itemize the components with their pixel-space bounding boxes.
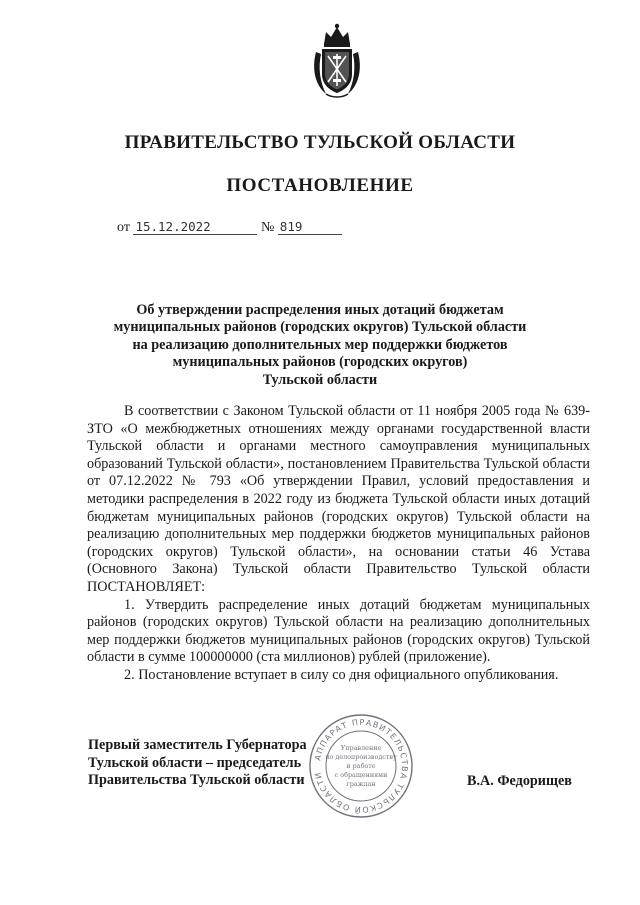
government-title: ПРАВИТЕЛЬСТВО ТУЛЬСКОЙ ОБЛАСТИ bbox=[124, 132, 516, 153]
subject-line: муниципальных районов (городских округов) Тульской области bbox=[113, 319, 527, 336]
position-line: Тульской области – председатель bbox=[88, 754, 302, 771]
item-1-paragraph: 1. Утвердить распределение иных дотаций бюджетам муниципальных районов (городских округов) Тульской области на реализацию дополнительных мер поддержки бюджетов муниципальных районов (городских округов) Тульской области в сумме 100000000 (ста миллионов) рублей (приложение). bbox=[87, 596, 590, 666]
official-stamp bbox=[306, 712, 416, 820]
position-line: Правительства Тульской области bbox=[88, 772, 305, 789]
item-2-paragraph: 2. Постановление вступает в силу со дня официального опубликования. bbox=[124, 666, 559, 683]
position-line: Первый заместитель Губернатора bbox=[88, 737, 307, 753]
svg-text:Управление: Управление bbox=[340, 744, 382, 752]
subject-line: муниципальных районов (городских округов) bbox=[172, 354, 468, 371]
svg-text:АППАРАТ ПРАВИТЕЛЬСТВА ТУЛЬСКОЙ: АППАРАТ ПРАВИТЕЛЬСТВА ТУЛЬСКОЙ ОБЛАСТИ bbox=[313, 717, 410, 815]
coat-of-arms-icon bbox=[312, 22, 362, 98]
svg-text:с обращениями: с обращениями bbox=[334, 771, 388, 779]
svg-text:и работе: и работе bbox=[346, 762, 376, 770]
date-prefix: от bbox=[117, 220, 130, 235]
subject-line: Тульской области bbox=[262, 371, 378, 388]
document-number: 819 bbox=[278, 219, 342, 235]
svg-text:граждан: граждан bbox=[346, 780, 376, 788]
date-number-line bbox=[117, 219, 342, 236]
number-prefix: № bbox=[260, 220, 275, 235]
signer-position bbox=[88, 737, 307, 790]
preamble-paragraph: В соответствии с Законом Тульской области от 11 ноября 2005 года № 639-ЗТО «О межбюджетных отношениях между органами государственной власти Тульской области и органами местного самоуправления муниципальных образований Тульской области», постановлением Правительства Тульской области от 07.12.2022 № 793 «Об утверждении Правил, условий предоставления и методики распределения в 2022 году из бюджета Тульской области иных дотаций бюджетам муниципальных районов (городских округов) Тульской области на реализацию дополнительных мер поддержки бюджетов муниципальных районов (городских округов) Тульской области», на основании статьи 46 Устава (Основного Закона) Тульской области Правительство Тульской области ПОСТАНОВЛЯЕТ: bbox=[87, 403, 590, 595]
svg-text:по делопроизводству: по делопроизводству bbox=[325, 753, 397, 761]
document-subject bbox=[90, 302, 550, 389]
subject-line: на реализацию дополнительных мер поддержки бюджетов bbox=[132, 336, 508, 353]
document-type: ПОСТАНОВЛЕНИЕ bbox=[226, 175, 414, 196]
document-date: 15.12.2022 bbox=[133, 219, 257, 235]
subject-line: Об утверждении распределения иных дотаций бюджетам bbox=[136, 302, 504, 318]
signer-name: В.А. Федорищев bbox=[467, 773, 572, 789]
document-body bbox=[87, 403, 590, 685]
